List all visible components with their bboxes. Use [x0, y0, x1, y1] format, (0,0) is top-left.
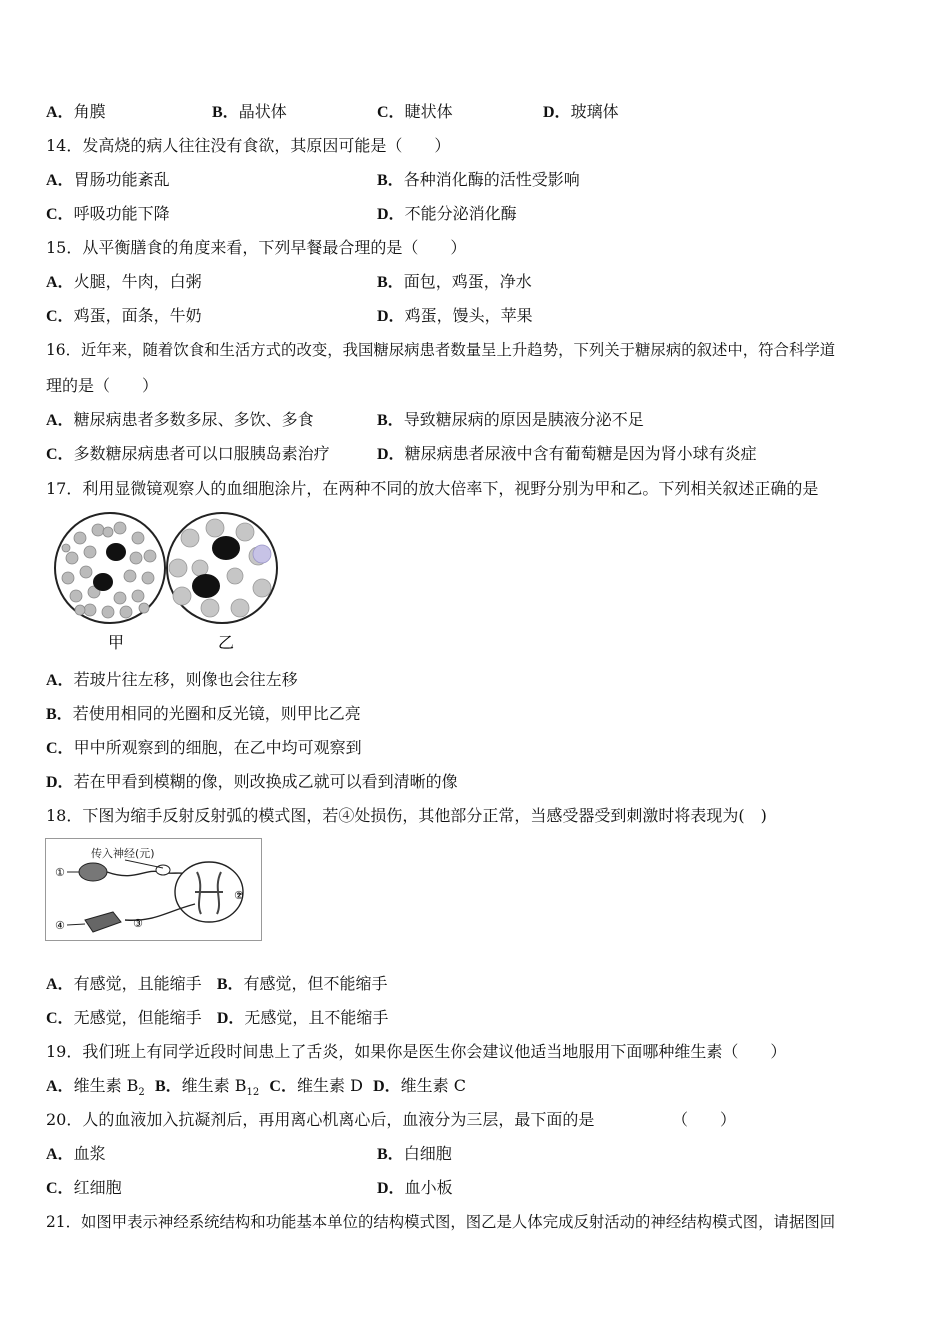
- q14-option-c: C．呼吸功能下降: [46, 204, 170, 223]
- view-jia: [55, 513, 165, 623]
- label-yi: 乙: [217, 633, 235, 652]
- q14-option-a: A．胃肠功能紊乱: [46, 170, 170, 189]
- q19-options: A．维生素 $B_2$ B．维生素 $B_{12}$ C．维生素 D D．维生素 C: [46, 1076, 466, 1099]
- q16-option-a: A．糖尿病患者多数多尿、多饮、多食: [46, 410, 314, 429]
- q17-option-b: B．若使用相同的光圈和反光镜，则甲比乙亮: [46, 704, 361, 723]
- label-jia: 甲: [107, 633, 125, 652]
- q17-option-c: C．甲中所观察到的细胞，在乙中均可观察到: [46, 738, 362, 757]
- q14-stem: 14．发高烧的病人往往没有食欲，其原因可能是（ ）: [46, 136, 451, 155]
- q18-option-row1: A．有感觉，且能缩手 B．有感觉，但不能缩手: [46, 974, 388, 993]
- q20-answer-paren: （ ）: [672, 1110, 737, 1129]
- q16-stem-line2: 理的是（ ）: [46, 376, 159, 395]
- q18-stem: 18．下图为缩手反射反射弧的模式图，若④处损伤，其他部分正常，当感受器受到刺激时将表现为( ): [46, 806, 767, 825]
- q20-option-b: B．白细胞: [377, 1144, 452, 1163]
- q15-stem: 15．从平衡膳食的角度来看，下列早餐最合理的是（ ）: [46, 238, 467, 257]
- q16-option-b: B．导致糖尿病的原因是胰液分泌不足: [377, 410, 644, 429]
- q13-option-c: C．睫状体: [377, 102, 453, 121]
- q17-stem: 17．利用显微镜观察人的血细胞涂片，在两种不同的放大倍率下，视野分别为甲和乙。下列相关叙述正确的是: [46, 479, 819, 498]
- q20-stem: 20．人的血液加入抗凝剂后，再用离心机离心后，血液分为三层，最下面的是: [46, 1110, 595, 1129]
- reflex-arc-figure: [45, 838, 263, 942]
- q17-option-a: A．若玻片往左移，则像也会往左移: [46, 670, 298, 689]
- q14-option-d: D．不能分泌消化酶: [377, 204, 517, 223]
- q16-option-c: C．多数糖尿病患者可以口服胰岛素治疗: [46, 444, 330, 463]
- q16-stem-line1: 16．近年来，随着饮食和生活方式的改变，我国糖尿病患者数量呈上升趋势，下列关于糖尿病的叙述中，符合科学道: [46, 341, 836, 359]
- q17-option-d: D．若在甲看到模糊的像，则改换成乙就可以看到清晰的像: [46, 772, 458, 791]
- q20-option-c: C．红细胞: [46, 1178, 122, 1197]
- view-yi: [167, 513, 277, 623]
- q21-stem: 21．如图甲表示神经系统结构和功能基本单位的结构模式图，图乙是人体完成反射活动的神经结构模式图，请据图回: [46, 1213, 836, 1231]
- q15-option-b: B．面包，鸡蛋，净水: [377, 272, 532, 291]
- q19-stem: 19．我们班上有同学近段时间患上了舌炎，如果你是医生你会建议他适当地服用下面哪种维生素（ ）: [46, 1042, 787, 1061]
- q20-option-d: D．血小板: [377, 1178, 453, 1197]
- q14-option-b: B．各种消化酶的活性受影响: [377, 170, 580, 189]
- label-2: ②: [234, 889, 244, 902]
- label-afferent-nerve: 传入神经(元): [91, 847, 155, 860]
- label-3: ③: [133, 917, 143, 930]
- q20-option-a: A．血浆: [46, 1144, 106, 1163]
- q13-option-a: A．角膜: [46, 102, 106, 121]
- label-4: ④: [55, 919, 65, 932]
- q18-option-row2: C．无感觉，但能缩手 D．无感觉，且不能缩手: [46, 1008, 389, 1027]
- q13-option-d: D．玻璃体: [543, 102, 619, 121]
- q15-option-c: C．鸡蛋，面条，牛奶: [46, 306, 202, 325]
- label-1: ①: [55, 866, 65, 879]
- q15-option-d: D．鸡蛋，馒头，苹果: [377, 306, 533, 325]
- q13-option-b: B．晶状体: [212, 102, 287, 121]
- q15-option-a: A．火腿，牛肉，白粥: [46, 272, 202, 291]
- microscope-views-figure: [50, 508, 282, 656]
- q16-option-d: D．糖尿病患者尿液中含有葡萄糖是因为肾小球有炎症: [377, 444, 757, 463]
